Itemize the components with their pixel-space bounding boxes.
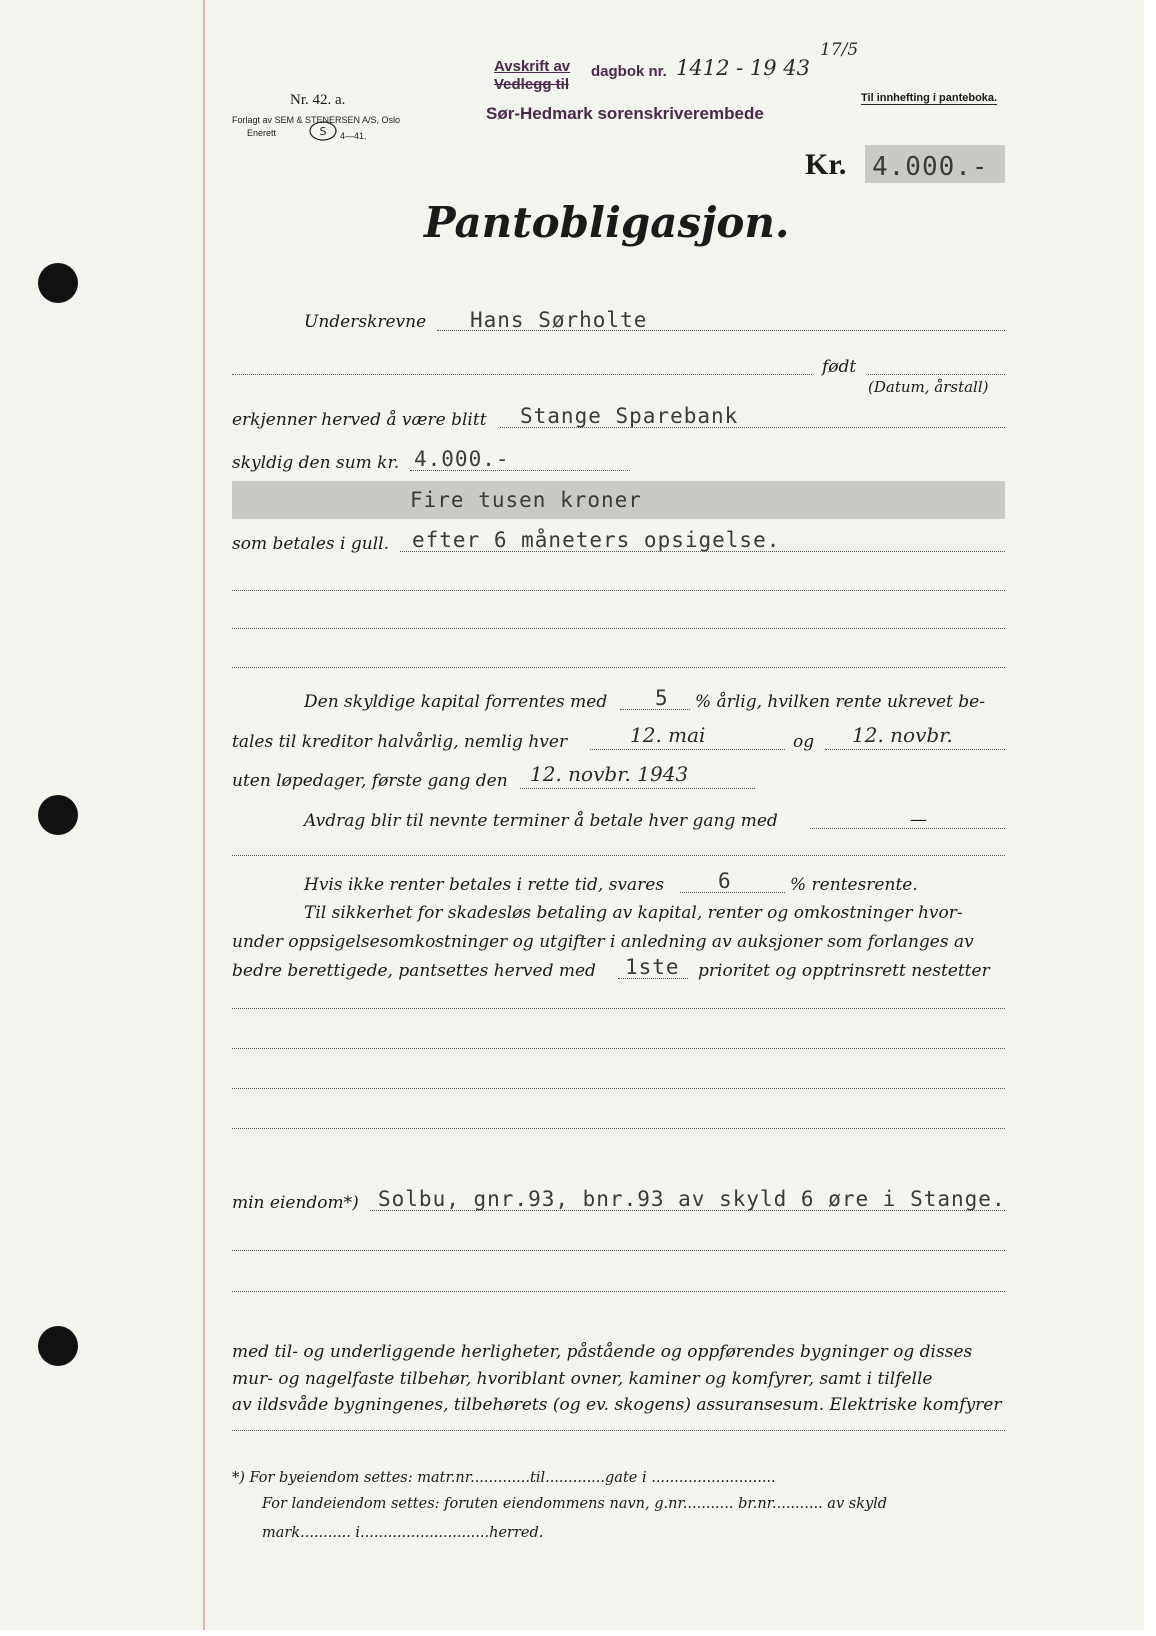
stamp-office: Sør-Hedmark sorenskriverembede <box>486 104 764 123</box>
amount-label: Kr. <box>805 148 847 181</box>
fill-line <box>232 1291 1005 1292</box>
fill-line <box>232 667 1005 668</box>
clause-text: av ildsvåde bygningenes, tilbehørets (og ev. skogens) assuransesum. Elektriske komfyrer <box>232 1395 1002 1415</box>
interest-text: uten løpedager, første gang den <box>232 771 508 791</box>
fill-line <box>520 788 755 789</box>
interest-text: Avdrag blir til nevnte terminer å betale hver gang med <box>304 811 778 831</box>
fill-line <box>810 828 1005 829</box>
first-payment-date: 12. novbr. 1943 <box>530 762 689 786</box>
fill-line <box>590 749 785 750</box>
interest-text: og <box>793 732 815 752</box>
publisher-line: Forlagt av SEM & STENERSEN A/S, Oslo <box>232 115 401 125</box>
security-text: prioritet og opptrinsrett nestetter <box>698 961 990 981</box>
undersigned-label: Underskrevne <box>304 312 427 332</box>
fill-line <box>232 628 1005 629</box>
interest-text: % årlig, hvilken rente ukrevet be- <box>695 692 985 712</box>
security-text: under oppsigelsesomkostninger og utgifter i anledning av auksjoner som forlanges av <box>232 932 974 952</box>
publisher-date: 4—41. <box>340 131 367 141</box>
stamp-dagbok: dagbok nr. <box>591 63 667 80</box>
born-label: født <box>822 357 857 377</box>
undersigned-value: Hans Sørholte <box>470 308 648 332</box>
owe-value: 4.000.- <box>414 447 510 471</box>
fill-line <box>232 1088 1005 1089</box>
fill-line <box>232 1128 1005 1129</box>
interest-text: Hvis ikke renter betales i rette tid, svares <box>304 875 665 895</box>
fill-line <box>825 749 1005 750</box>
security-text: Til sikkerhet for skadesløs betaling av kapital, renter og omkostninger hvor- <box>304 903 963 923</box>
stamp-number: 1412 - 19 43 <box>676 56 811 80</box>
publisher-logo-icon <box>308 120 338 142</box>
document-title: Pantobligasjon. <box>424 198 790 247</box>
margin-line <box>203 0 205 1630</box>
form-number: Nr. 42. a. <box>290 92 346 108</box>
penalty-rate: 6 <box>718 869 732 893</box>
fill-line <box>232 1430 1005 1431</box>
footnote-text: *) For byeiendom settes: matr.nr.............til.............gate i ........................... <box>232 1470 776 1486</box>
clause-text: med til- og underliggende herligheter, påstående og oppførendes bygninger og disses <box>232 1342 973 1362</box>
stamp-avskrift: Avskrift av <box>494 58 571 75</box>
property-value: Solbu, gnr.93, bnr.93 av skyld 6 øre i Stange. <box>378 1187 1006 1211</box>
priority-value: 1ste <box>625 955 680 979</box>
fill-line <box>232 1008 1005 1009</box>
top-right-note: Til innhefting i panteboka. <box>861 92 998 104</box>
fill-line <box>232 374 812 375</box>
interest-text: tales til kreditor halvårlig, nemlig hver <box>232 732 568 752</box>
interest-text: Den skyldige kapital forrentes med <box>304 692 608 712</box>
fill-line <box>232 590 1005 591</box>
interest-text: % rentesrente. <box>790 875 918 895</box>
interest-date-2: 12. novbr. <box>852 723 953 747</box>
fill-line <box>232 855 1005 856</box>
punch-hole <box>38 263 78 303</box>
paid-label: som betales i gull. <box>232 534 389 554</box>
born-hint: (Datum, årstall) <box>868 378 989 396</box>
fill-line <box>868 374 1005 375</box>
amount-value: 4.000.- <box>872 152 989 182</box>
fill-line <box>232 1250 1005 1251</box>
publisher-line: Enerett <box>247 128 277 138</box>
footnote-text: For landeiendom settes: foruten eiendommens navn, g.nr........... br.nr........... av skyld <box>262 1496 888 1512</box>
punch-hole <box>38 795 78 835</box>
security-text: bedre berettigede, pantsettes herved med <box>232 961 596 981</box>
stamp-date-handwritten: 17/5 <box>820 40 859 60</box>
owe-label: skyldig den sum kr. <box>232 453 400 473</box>
property-label: min eiendom*) <box>232 1193 359 1213</box>
interest-rate: 5 <box>655 686 669 710</box>
clause-text: mur- og nagelfaste tilbehør, hvoriblant ovner, kaminer og komfyrer, samt i tilfelle <box>232 1369 933 1389</box>
amount-words: Fire tusen kroner <box>410 488 642 512</box>
svg-text:S: S <box>319 125 327 138</box>
acknowledge-label: erkjenner herved å være blitt <box>232 410 487 430</box>
installment-value: — <box>910 810 927 830</box>
paid-value: efter 6 måneters opsigelse. <box>412 528 781 552</box>
interest-date-1: 12. mai <box>630 723 706 747</box>
creditor-value: Stange Sparebank <box>520 404 739 428</box>
fill-line <box>232 1048 1005 1049</box>
fill-line <box>680 892 785 893</box>
punch-hole <box>38 1326 78 1366</box>
stamp-vedlegg: Vedlegg til <box>494 76 570 93</box>
footnote-text: mark........... i............................herred. <box>262 1525 544 1541</box>
